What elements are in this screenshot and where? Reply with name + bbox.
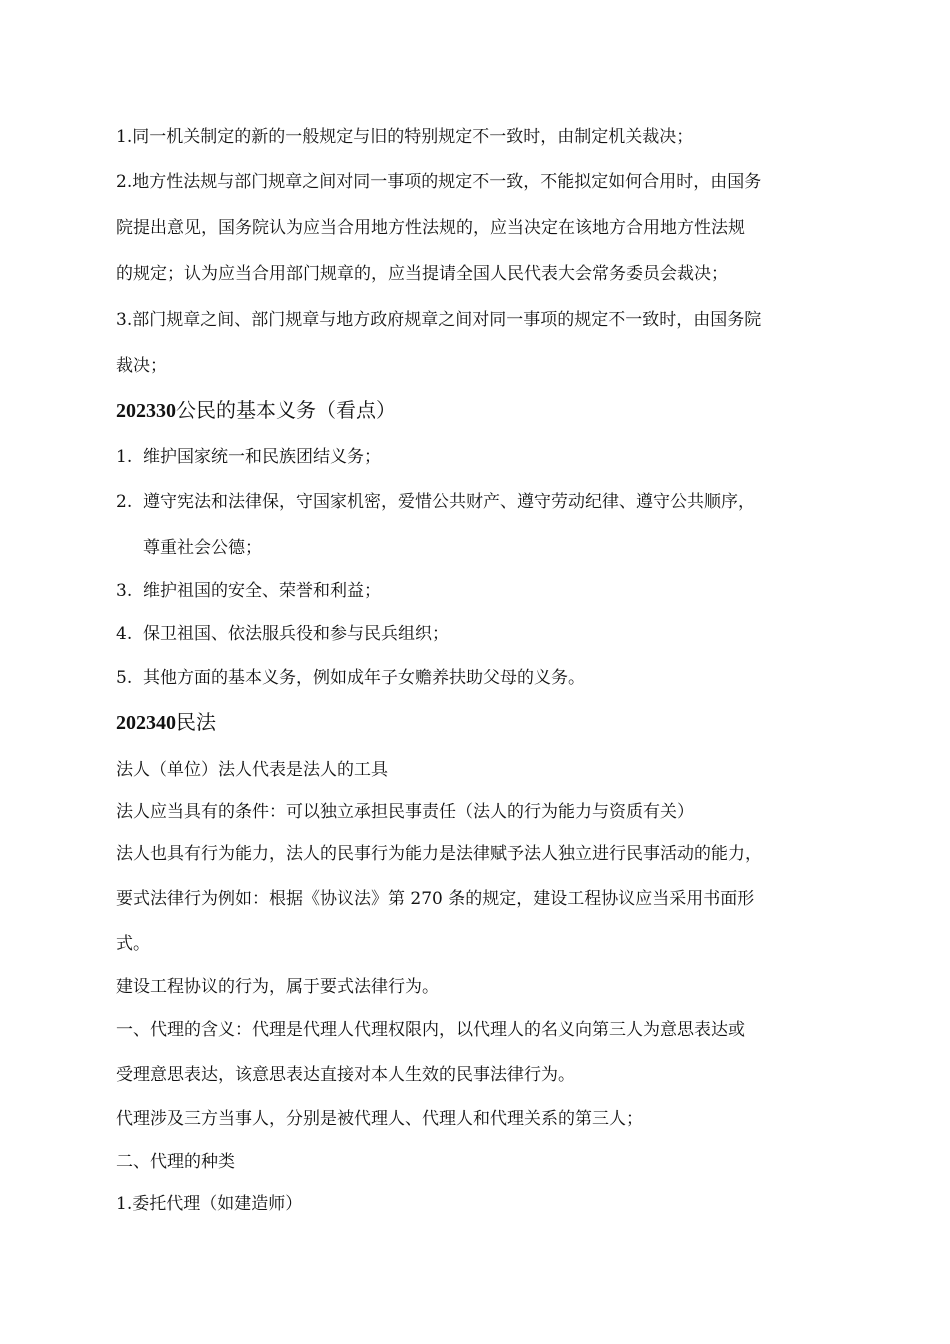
heading-code: 202330 <box>116 400 176 422</box>
list-number: 5. <box>116 668 133 688</box>
heading-title: 公民的基本义务（看点） <box>176 398 396 422</box>
list-text: 其他方面的基本义务，例如成年子女赡养扶助父母的义务。 <box>143 668 585 688</box>
paragraph-line: 2.地方性法规与部门规章之间对同一事项的规定不一致，不能拟定如何合用时，由国务 <box>116 172 762 192</box>
list-text: 维护国家统一和民族团结义务； <box>143 447 381 467</box>
list-number: 1. <box>116 447 133 467</box>
paragraph-line: 法人也具有行为能力，法人的民事行为能力是法律赋予法人独立进行民事活动的能力， <box>116 844 762 864</box>
list-number: 4. <box>116 624 133 644</box>
section-heading <box>116 710 216 735</box>
paragraph-line: 法人应当具有的条件：可以独立承担民事责任（法人的行为能力与资质有关） <box>116 802 694 822</box>
heading-title: 民法 <box>176 710 216 734</box>
list-text-continuation: 尊重社会公德； <box>143 538 262 558</box>
paragraph-line: 法人（单位）法人代表是法人的工具 <box>116 760 388 780</box>
paragraph-line: 一、代理的含义：代理是代理人代理权限内，以代理人的名义向第三人为意思表达或 <box>116 1020 745 1040</box>
paragraph-line: 裁决； <box>116 356 167 376</box>
list-number: 3. <box>116 581 133 601</box>
paragraph-line: 院提出意见，国务院认为应当合用地方性法规的，应当决定在该地方合用地方性法规 <box>116 218 745 238</box>
paragraph-line: 代理涉及三方当事人，分别是被代理人、代理人和代理关系的第三人； <box>116 1109 643 1129</box>
paragraph-line: 1.同一机关制定的新的一般规定与旧的特别规定不一致时，由制定机关裁决； <box>116 127 694 147</box>
list-text: 遵守宪法和法律保，守国家机密，爱惜公共财产、遵守劳动纪律、遵守公共顺序， <box>143 492 755 512</box>
list-text: 保卫祖国、依法服兵役和参与民兵组织； <box>143 624 449 644</box>
paragraph-line: 受理意思表达，该意思表达直接对本人生效的民事法律行为。 <box>116 1065 575 1085</box>
paragraph-line: 的规定；认为应当合用部门规章的，应当提请全国人民代表大会常务委员会裁决； <box>116 264 728 284</box>
paragraph-line: 二、代理的种类 <box>116 1152 235 1172</box>
heading-code: 202340 <box>116 712 176 734</box>
paragraph-line: 式。 <box>116 934 150 954</box>
paragraph-line: 建设工程协议的行为，属于要式法律行为。 <box>116 977 439 997</box>
paragraph-line: 3.部门规章之间、部门规章与地方政府规章之间对同一事项的规定不一致时，由国务院 <box>116 310 762 330</box>
paragraph-line: 1.委托代理（如建造师） <box>116 1194 303 1214</box>
list-number: 2. <box>116 492 133 512</box>
section-heading <box>116 398 396 423</box>
paragraph-line: 要式法律行为例如：根据《协议法》第 270 条的规定，建设工程协议应当采用书面形 <box>116 889 755 909</box>
list-text: 维护祖国的安全、荣誉和利益； <box>143 581 381 601</box>
